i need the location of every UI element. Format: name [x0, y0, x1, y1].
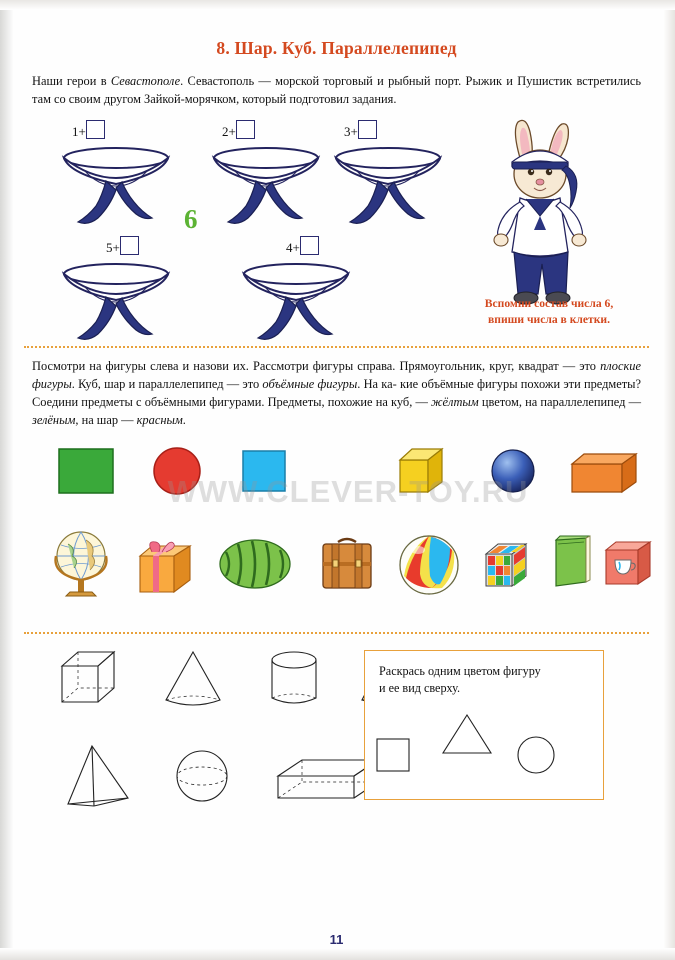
sailor-hat-5	[238, 256, 354, 348]
triangle-outline-topview[interactable]	[439, 711, 495, 759]
circle-outline-topview[interactable]	[515, 733, 559, 777]
globe-object[interactable]	[50, 526, 112, 602]
task2-line2-italic1: плоские фигуры	[32, 359, 641, 392]
task2-line2b: . Куб, шар и параллелепипед — это	[71, 377, 263, 392]
task2-line4-italic1: жёлтым	[431, 395, 479, 410]
task2-line2c: . На ка-	[357, 377, 397, 392]
tetrahedron-solid[interactable]	[64, 742, 136, 814]
answer-box-1[interactable]	[86, 120, 105, 139]
watermark: WWW.CLEVER-TOY.RU	[167, 474, 529, 509]
page-content	[24, 20, 649, 947]
sailor-hat-4	[58, 256, 174, 348]
task2-line5b: .	[182, 413, 186, 428]
answer-box-5[interactable]	[300, 236, 319, 255]
gift-box-object[interactable]	[134, 534, 198, 598]
task2-instructions	[32, 358, 641, 430]
intro-paragraph	[32, 73, 641, 108]
equation-4-label: 5+	[106, 240, 120, 256]
equation-5-label: 4+	[286, 240, 300, 256]
page-title: 8. Шар. Куб. Параллелепипед	[216, 38, 457, 58]
cup-box-object[interactable]	[602, 536, 660, 590]
yellow-cube-shape[interactable]	[396, 444, 448, 500]
book-object[interactable]	[548, 534, 596, 590]
red-circle-shape[interactable]	[152, 446, 202, 496]
sailor-hat-2	[208, 140, 324, 232]
bunny-sailor-illustration	[476, 112, 606, 312]
task2-line4c: , на шар —	[75, 413, 134, 428]
intro-text-part2: . Севастополь — морской торговый и рыбный порт. Рыжик и Пушистик встретились там со своим другом Зайкой-морячком, который подготовил задания.	[32, 74, 641, 106]
answer-box-4[interactable]	[120, 236, 139, 255]
task1-note	[464, 296, 634, 327]
intro-text-part1: Наши герои в	[32, 74, 111, 88]
equation-5	[286, 236, 319, 256]
equation-3	[344, 120, 377, 140]
task2-line3: кие объёмные фигуры похожи эти предметы? Соедини предметы с объёмными фигурами.	[32, 377, 641, 410]
task3-note	[379, 663, 589, 696]
intro-place-name: Севастополе	[110, 74, 181, 88]
blue-square-shape[interactable]	[242, 450, 286, 492]
equation-2	[222, 120, 255, 140]
page-edge-bottom	[0, 948, 675, 960]
task1-note-line2: впиши числа в клетки.	[488, 312, 610, 326]
square-outline-topview[interactable]	[375, 735, 415, 775]
sphere-solid[interactable]	[174, 748, 230, 804]
task2-line4a: Предметы, похожие на куб, —	[267, 395, 432, 410]
task2-line2a: квадрат — это	[518, 359, 601, 374]
task3-note-box	[364, 650, 604, 800]
green-square-shape[interactable]	[58, 448, 114, 494]
task1-hats-section	[24, 118, 649, 340]
objects-row	[24, 524, 649, 616]
blue-sphere-shape[interactable]	[490, 448, 536, 494]
equation-2-label: 2+	[222, 124, 236, 140]
rubiks-cube-object[interactable]	[482, 536, 536, 592]
separator-2	[24, 632, 649, 634]
task3-solids-section	[24, 644, 649, 834]
task2-line2-italic2: объёмные фигуры	[262, 377, 358, 392]
orange-box-shape[interactable]	[570, 450, 642, 498]
center-number-six: 6	[184, 204, 198, 235]
sailor-hat-1	[58, 140, 174, 232]
beach-ball-object[interactable]	[398, 534, 460, 596]
equation-1-label: 1+	[72, 124, 86, 140]
page-number: 11	[329, 932, 344, 947]
page-edge-right	[663, 0, 675, 960]
watermelon-object[interactable]	[218, 538, 292, 590]
equation-4	[106, 236, 139, 256]
suitcase-object[interactable]	[318, 532, 376, 594]
task3-note-line1: Раскрась одним цветом фигуру	[379, 664, 541, 679]
task2-line1: Посмотри на фигуры слева и назови их. Рассмотри фигуры справа. Прямоугольник, круг,	[32, 359, 515, 374]
task2-line5-italic: красным	[136, 413, 183, 428]
shapes-row	[24, 444, 649, 510]
cylinder-solid[interactable]	[266, 650, 322, 712]
answer-box-3[interactable]	[358, 120, 377, 139]
equation-3-label: 3+	[344, 124, 358, 140]
page-edge-top	[0, 0, 675, 10]
equation-1	[72, 120, 105, 140]
cone-solid[interactable]	[160, 650, 226, 712]
page-edge-left	[0, 0, 14, 960]
task3-note-line2: и ее вид сверху.	[379, 680, 461, 695]
task2-line4-italic2: зелёным	[32, 413, 76, 428]
cube-wireframe-solid[interactable]	[58, 648, 120, 710]
sailor-hat-3	[330, 140, 446, 232]
task1-note-line1: Вспомни состав числа 6,	[484, 297, 614, 311]
answer-box-2[interactable]	[236, 120, 255, 139]
task2-line4b: цветом, на параллелепипед —	[478, 395, 641, 410]
